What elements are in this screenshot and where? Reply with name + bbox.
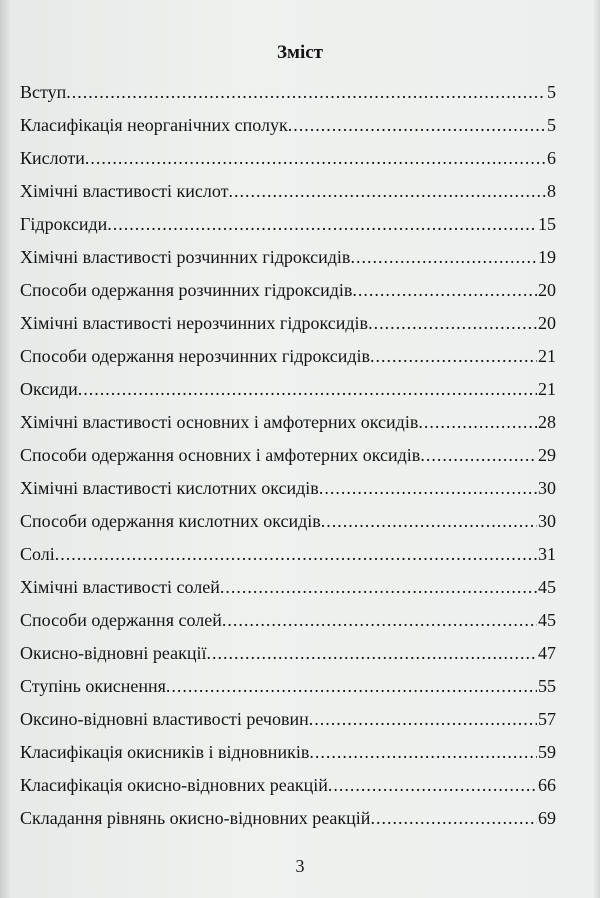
toc-entry-label: Способи одержання нерозчинних гідроксидів	[20, 346, 371, 366]
page-edge-left	[0, 0, 10, 898]
toc-entry-page: 5	[547, 82, 556, 102]
page-number: 3	[295, 856, 305, 876]
toc-entry	[20, 703, 556, 736]
page-edge-right	[594, 0, 600, 898]
toc-entry-page: 45	[538, 610, 556, 630]
toc-entry-label: Способи одержання розчинних гідроксидів	[20, 280, 353, 300]
toc-leader-dots	[328, 769, 537, 802]
toc-leader-dots	[319, 472, 537, 505]
toc-leader-dots	[107, 208, 537, 241]
toc-entry-label: Класифікація окисників і відновників	[20, 742, 310, 762]
toc-entry-label: Кислоти	[20, 148, 85, 168]
toc-entry-page: 57	[538, 709, 556, 729]
toc-entry-page: 28	[538, 412, 556, 432]
toc-entry-page: 21	[538, 346, 556, 366]
toc-leader-dots	[228, 175, 546, 208]
toc-leader-dots	[166, 670, 537, 703]
toc-entry	[20, 340, 556, 373]
toc-entry-label: Хімічні властивості кислотних оксидів	[20, 478, 319, 498]
toc-entry	[20, 406, 556, 439]
toc-leader-dots	[309, 736, 537, 769]
toc-entry	[20, 571, 556, 604]
toc-entry-label: Ступінь окиснення	[20, 676, 166, 696]
toc-leader-dots	[370, 340, 537, 373]
toc-leader-dots	[418, 406, 537, 439]
toc-entry	[20, 769, 556, 802]
toc-entry	[20, 439, 556, 472]
toc-entry-label: Оксино-відновні властивості речовин	[20, 709, 309, 729]
toc-entry-label: Класифікація неорганічних сполук	[20, 115, 288, 135]
toc-entry-page: 59	[538, 742, 556, 762]
toc-entry-page: 45	[538, 577, 556, 597]
toc-entry-page: 31	[538, 544, 556, 564]
toc-leader-dots	[220, 571, 537, 604]
toc-entry	[20, 208, 556, 241]
toc-entry	[20, 307, 556, 340]
toc-entry-label: Складання рівнянь окисно-відновних реакцій	[20, 808, 371, 828]
toc-entry	[20, 637, 556, 670]
toc-leader-dots	[222, 604, 537, 637]
toc-entry	[20, 505, 556, 538]
toc-entry-page: 29	[538, 445, 556, 465]
toc-entry-page: 15	[538, 214, 556, 234]
toc-entry	[20, 274, 556, 307]
toc-entry-label: Хімічні властивості нерозчинних гідроксидів	[20, 313, 369, 333]
toc-entry-label: Хімічні властивості солей	[20, 577, 220, 597]
toc-leader-dots	[321, 505, 537, 538]
page-title: Зміст	[276, 42, 323, 63]
toc-entry-page: 21	[538, 379, 556, 399]
toc-entry-label: Хімічні властивості розчинних гідроксидів	[20, 247, 351, 267]
toc-entry-page: 20	[538, 313, 556, 333]
toc-entry-page: 69	[538, 808, 556, 828]
toc-entry	[20, 736, 556, 769]
toc-entry-label: Хімічні властивості кислот	[20, 181, 229, 201]
toc-entry-page: 8	[547, 181, 556, 201]
toc-entry-page: 55	[538, 676, 556, 696]
table-of-contents	[20, 76, 556, 835]
toc-leader-dots	[288, 109, 546, 142]
toc-entry-label: Хімічні властивості основних і амфотерних оксидів	[20, 412, 419, 432]
toc-entry-page: 30	[538, 478, 556, 498]
toc-entry	[20, 802, 556, 835]
toc-leader-dots	[85, 142, 546, 175]
toc-entry-label: Вступ	[20, 82, 67, 102]
toc-entry-label: Класифікація окисно-відновних реакцій	[20, 775, 328, 795]
toc-entry	[20, 241, 556, 274]
toc-leader-dots	[78, 373, 537, 406]
toc-leader-dots	[352, 274, 537, 307]
toc-leader-dots	[207, 637, 538, 670]
toc-leader-dots	[368, 307, 537, 340]
toc-entry	[20, 373, 556, 406]
toc-entry-label: Способи одержання солей	[20, 610, 222, 630]
toc-entry-page: 6	[547, 148, 556, 168]
toc-entry	[20, 670, 556, 703]
toc-entry-label: Способи одержання кислотних оксидів	[20, 511, 321, 531]
toc-entry-page: 47	[538, 643, 556, 663]
toc-entry-label: Солі	[20, 544, 55, 564]
toc-entry-page: 5	[547, 115, 556, 135]
toc-entry	[20, 538, 556, 571]
toc-entry	[20, 604, 556, 637]
toc-leader-dots	[55, 538, 537, 571]
toc-entry-page: 20	[538, 280, 556, 300]
toc-leader-dots	[309, 703, 537, 736]
toc-entry-page: 19	[538, 247, 556, 267]
toc-leader-dots	[350, 241, 537, 274]
toc-entry	[20, 109, 556, 142]
toc-entry-label: Способи одержання основних і амфотерних оксидів	[20, 445, 421, 465]
toc-entry-label: Окисно-відновні реакції	[20, 643, 207, 663]
toc-entry-page: 30	[538, 511, 556, 531]
toc-entry-label: Оксиди	[20, 379, 78, 399]
toc-entry	[20, 175, 556, 208]
toc-leader-dots	[66, 76, 546, 109]
toc-entry-label: Гідроксиди	[20, 214, 108, 234]
toc-entry	[20, 142, 556, 175]
toc-entry	[20, 76, 556, 109]
toc-leader-dots	[370, 802, 537, 835]
toc-leader-dots	[420, 439, 537, 472]
toc-entry-page: 66	[538, 775, 556, 795]
toc-entry	[20, 472, 556, 505]
